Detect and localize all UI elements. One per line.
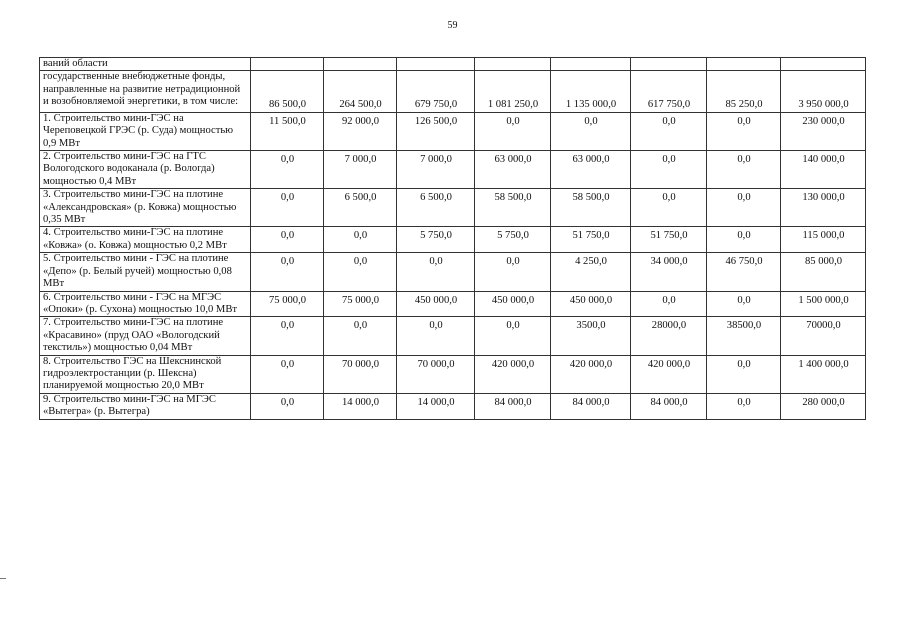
- table-cell: 5 750,0: [475, 227, 551, 253]
- row-label: 3. Строительство мини-ГЭС на плотине «Александровская» (р. Ковжа) мощностью 0,35 МВт: [40, 189, 251, 227]
- table-cell: 1 081 250,0: [475, 71, 551, 112]
- table-cell: 84 000,0: [551, 393, 631, 419]
- table-cell: 450 000,0: [475, 291, 551, 317]
- table-cell: 0,0: [551, 112, 631, 150]
- budget-table: [39, 57, 866, 420]
- table-cell: 617 750,0: [631, 71, 707, 112]
- table-cell: 0,0: [324, 227, 397, 253]
- table-cell: 420 000,0: [631, 355, 707, 393]
- table-cell: 0,0: [631, 291, 707, 317]
- table-cell: 450 000,0: [397, 291, 475, 317]
- empty-cell: [475, 58, 551, 71]
- table-cell: 0,0: [251, 317, 324, 355]
- empty-cell: [324, 58, 397, 71]
- empty-cell: [397, 58, 475, 71]
- table-cell: 0,0: [251, 253, 324, 291]
- table-cell: 34 000,0: [631, 253, 707, 291]
- table-cell: 280 000,0: [781, 393, 866, 419]
- table-cell: 6 500,0: [397, 189, 475, 227]
- row-label: 8. Строительство ГЭС на Шекснинской гидроэлектростанции (р. Шексна) планируемой мощностью 20,0 МВт: [40, 355, 251, 393]
- table-cell: 14 000,0: [397, 393, 475, 419]
- table-cell: 0,0: [324, 317, 397, 355]
- table-row: [40, 253, 866, 291]
- table-cell: 126 500,0: [397, 112, 475, 150]
- table-cell: 86 500,0: [251, 71, 324, 112]
- table-cell: 0,0: [397, 253, 475, 291]
- table-cell: 92 000,0: [324, 112, 397, 150]
- table-row: [40, 355, 866, 393]
- empty-cell: [707, 58, 781, 71]
- table-cell: 1 135 000,0: [551, 71, 631, 112]
- table-cell: 264 500,0: [324, 71, 397, 112]
- table-cell: 84 000,0: [631, 393, 707, 419]
- table-cell: 0,0: [251, 151, 324, 189]
- table-cell: 46 750,0: [707, 253, 781, 291]
- budget-table-body: [40, 58, 866, 420]
- table-cell: 63 000,0: [475, 151, 551, 189]
- table-cell: 0,0: [707, 112, 781, 150]
- table-cell: 58 500,0: [551, 189, 631, 227]
- table-cell: 0,0: [251, 355, 324, 393]
- row-label: 7. Строительство мини-ГЭС на плотине «Красавино» (пруд ОАО «Вологодский текстиль») мощностью 0,04 МВт: [40, 317, 251, 355]
- table-cell: 75 000,0: [324, 291, 397, 317]
- table-cell: 0,0: [324, 253, 397, 291]
- table-cell: 0,0: [631, 189, 707, 227]
- row-label: 4. Строительство мини-ГЭС на плотине «Ковжа» (о. Ковжа) мощностью 0,2 МВт: [40, 227, 251, 253]
- table-cell: 679 750,0: [397, 71, 475, 112]
- row-label: 2. Строительство мини-ГЭС на ГТС Вологодского водоканала (р. Вологда) мощностью 0,4 МВт: [40, 151, 251, 189]
- table-cell: 0,0: [251, 393, 324, 419]
- table-cell: 28000,0: [631, 317, 707, 355]
- continuation-row: [40, 58, 866, 71]
- funds-label: государственные внебюджетные фонды, направленные на развитие нетрадиционной и возобновляемой энергетики, в том числе:: [40, 71, 251, 112]
- table-cell: 85 250,0: [707, 71, 781, 112]
- page-number: 59: [447, 20, 458, 31]
- table-cell: 0,0: [707, 189, 781, 227]
- empty-cell: [781, 58, 866, 71]
- table-cell: 420 000,0: [475, 355, 551, 393]
- table-cell: 0,0: [475, 112, 551, 150]
- table-cell: 4 250,0: [551, 253, 631, 291]
- table-cell: 58 500,0: [475, 189, 551, 227]
- table-cell: 7 000,0: [324, 151, 397, 189]
- table-cell: 51 750,0: [551, 227, 631, 253]
- table-cell: 51 750,0: [631, 227, 707, 253]
- table-cell: 14 000,0: [324, 393, 397, 419]
- table-cell: 140 000,0: [781, 151, 866, 189]
- table-cell: 0,0: [707, 227, 781, 253]
- table-cell: 0,0: [251, 189, 324, 227]
- table-cell: 85 000,0: [781, 253, 866, 291]
- table-cell: 0,0: [707, 393, 781, 419]
- table-cell: 38500,0: [707, 317, 781, 355]
- table-cell: 70000,0: [781, 317, 866, 355]
- continuation-cell: ваний области: [40, 58, 251, 71]
- table-row: [40, 151, 866, 189]
- empty-cell: [251, 58, 324, 71]
- table-cell: 5 750,0: [397, 227, 475, 253]
- table-cell: 0,0: [707, 151, 781, 189]
- table-cell: 115 000,0: [781, 227, 866, 253]
- table-cell: 0,0: [475, 253, 551, 291]
- table-cell: 0,0: [707, 355, 781, 393]
- table-cell: 11 500,0: [251, 112, 324, 150]
- table-cell: 3500,0: [551, 317, 631, 355]
- empty-cell: [631, 58, 707, 71]
- table-cell: 0,0: [397, 317, 475, 355]
- table-cell: 0,0: [631, 151, 707, 189]
- row-label: 6. Строительство мини - ГЭС на МГЭС «Опоки» (р. Сухона) мощностью 10,0 МВт: [40, 291, 251, 317]
- row-label: 1. Строительство мини-ГЭС на Череповецкой ГРЭС (р. Суда) мощностью 0,9 МВт: [40, 112, 251, 150]
- scan-mark: [0, 578, 6, 579]
- table-cell: 3 950 000,0: [781, 71, 866, 112]
- table-cell: 1 500 000,0: [781, 291, 866, 317]
- table-cell: 230 000,0: [781, 112, 866, 150]
- funds-row: [40, 71, 866, 112]
- table-cell: 450 000,0: [551, 291, 631, 317]
- row-label: 5. Строительство мини - ГЭС на плотине «Депо» (р. Белый ручей) мощностью 0,08 МВт: [40, 253, 251, 291]
- table-row: [40, 189, 866, 227]
- table-cell: 70 000,0: [397, 355, 475, 393]
- table-cell: 0,0: [475, 317, 551, 355]
- table-row: [40, 291, 866, 317]
- empty-cell: [551, 58, 631, 71]
- table-cell: 0,0: [251, 227, 324, 253]
- table-cell: 420 000,0: [551, 355, 631, 393]
- table-cell: 70 000,0: [324, 355, 397, 393]
- table-cell: 7 000,0: [397, 151, 475, 189]
- table-row: [40, 227, 866, 253]
- table-row: [40, 112, 866, 150]
- table-cell: 63 000,0: [551, 151, 631, 189]
- table-row: [40, 393, 866, 419]
- table-cell: 0,0: [707, 291, 781, 317]
- table-cell: 1 400 000,0: [781, 355, 866, 393]
- table-cell: 6 500,0: [324, 189, 397, 227]
- table-row: [40, 317, 866, 355]
- table-cell: 84 000,0: [475, 393, 551, 419]
- row-label: 9. Строительство мини-ГЭС на МГЭС «Вытегра» (р. Вытегра): [40, 393, 251, 419]
- table-cell: 75 000,0: [251, 291, 324, 317]
- table-cell: 130 000,0: [781, 189, 866, 227]
- table-cell: 0,0: [631, 112, 707, 150]
